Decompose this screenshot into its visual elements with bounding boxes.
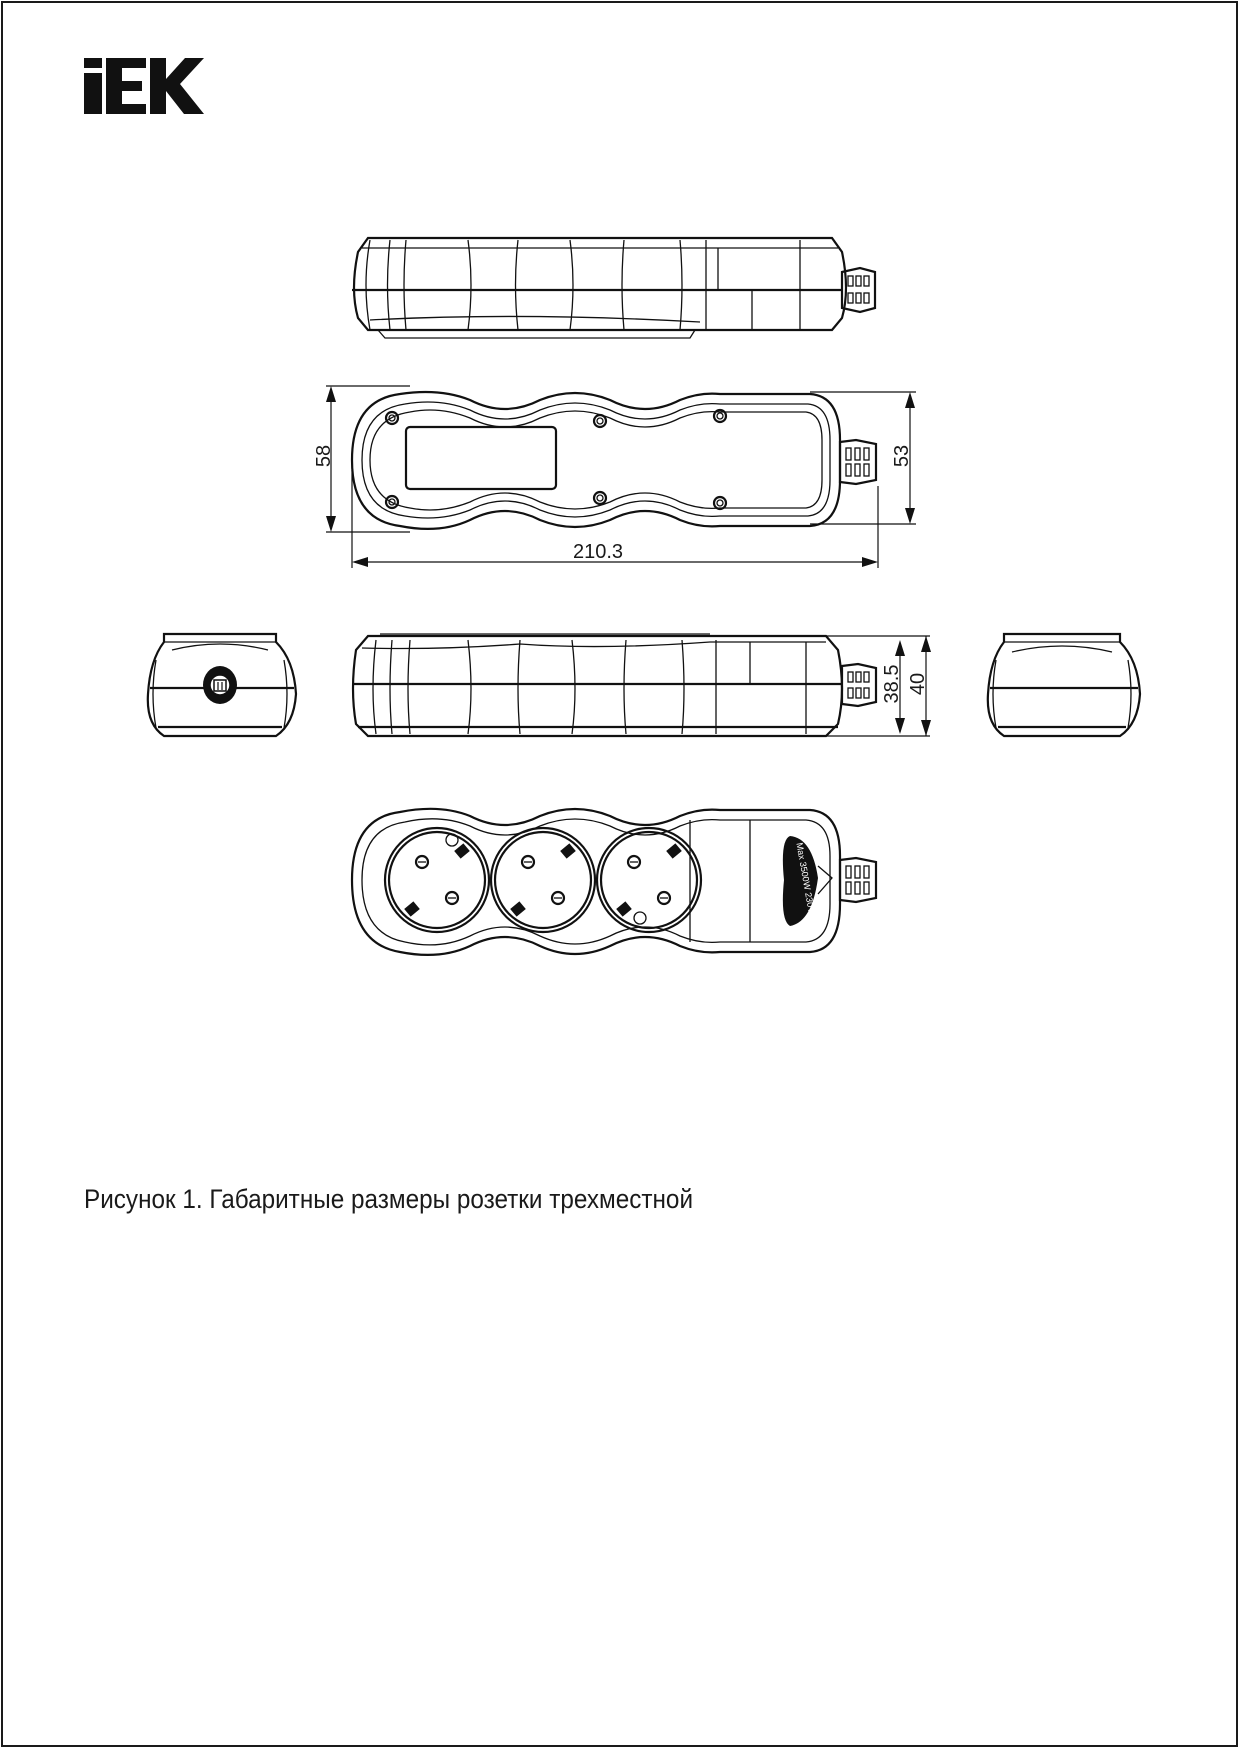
figure-caption: Рисунок 1. Габаритные размеры розетки трехместной [84, 1184, 694, 1214]
right-end-view [988, 634, 1140, 736]
dimension-label-58: 58 [313, 444, 335, 468]
bottom-view [313, 386, 916, 568]
rating-badge [783, 836, 832, 926]
cable-gland-icon [842, 664, 876, 706]
dimension-210-3 [352, 470, 878, 568]
front-view [352, 809, 876, 955]
cable-gland-icon [840, 858, 876, 902]
cable-gland-icon [840, 440, 876, 484]
rating-label: Max 3500W 230V~ [794, 841, 818, 920]
socket-3 [597, 828, 701, 932]
dimension-label-38-5: 38.5 [881, 664, 903, 704]
dimension-label-53: 53 [891, 444, 913, 468]
switch-icon [203, 666, 237, 704]
dimension-label-40: 40 [907, 672, 929, 696]
side-view [352, 634, 931, 736]
socket-2 [491, 828, 595, 932]
top-view [352, 238, 875, 338]
left-end-view [148, 634, 296, 736]
dimension-40 [907, 636, 931, 736]
dimension-label-210-3: 210.3 [572, 541, 624, 563]
socket-1 [385, 828, 489, 932]
